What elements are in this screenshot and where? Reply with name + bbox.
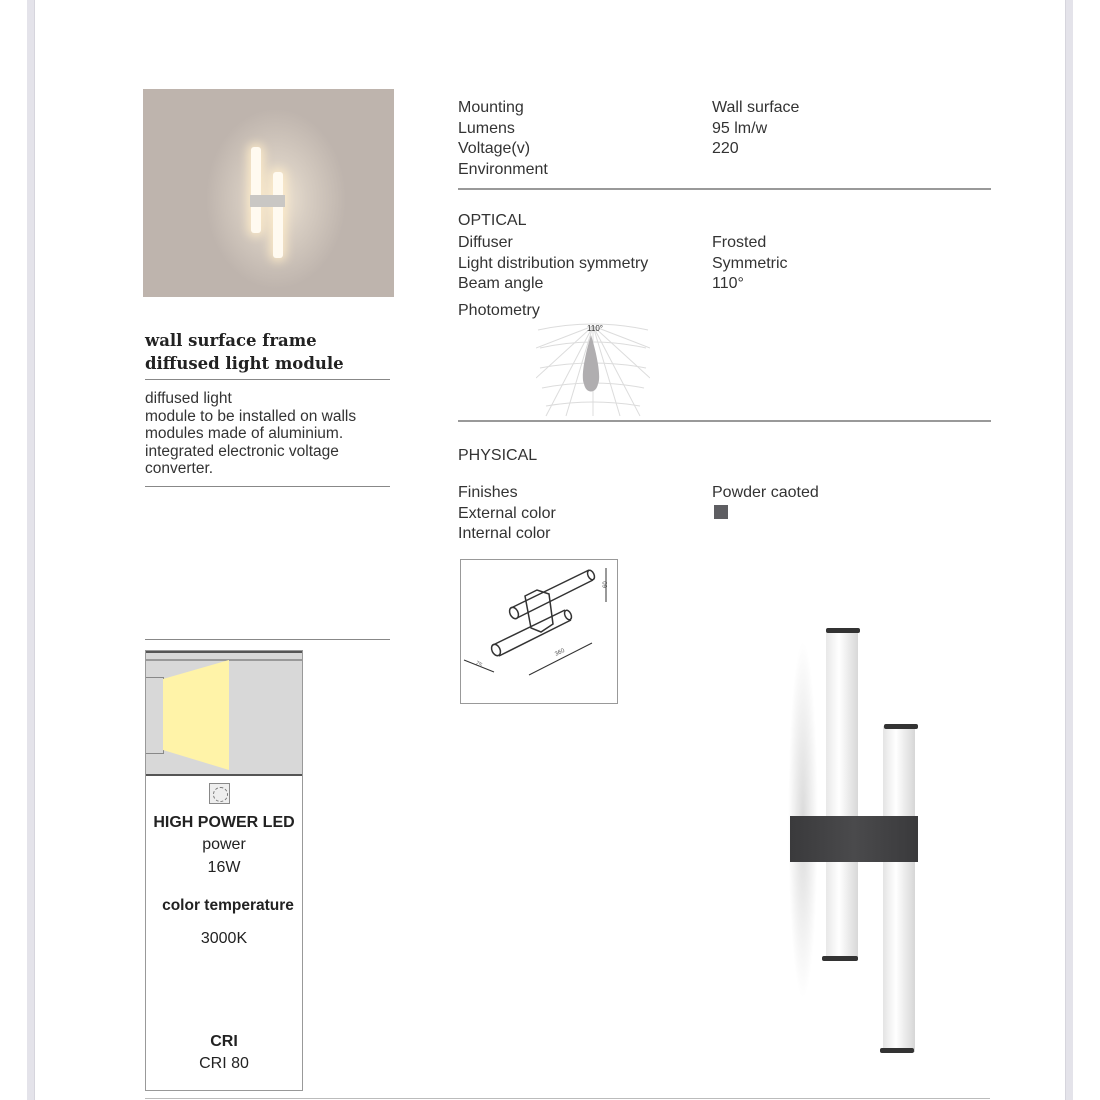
spec-value: Powder caoted xyxy=(712,484,819,501)
divider xyxy=(145,1098,990,1099)
technical-drawing xyxy=(460,559,618,704)
page-right-edge xyxy=(1065,0,1073,1100)
photometry-angle: 110° xyxy=(587,324,603,333)
spec-label: Finishes xyxy=(458,484,518,501)
spec-value: 95 lm/w xyxy=(712,119,768,137)
tube-left xyxy=(251,147,261,233)
led-chip-icon xyxy=(209,783,230,804)
spec-value: 110° xyxy=(712,275,744,292)
power-label: power xyxy=(202,836,246,853)
divider xyxy=(145,486,390,487)
description-line: module to be installed on walls xyxy=(145,407,357,425)
general-specs xyxy=(458,98,991,182)
description-line: integrated electronic voltage xyxy=(145,442,339,460)
spec-label: Internal color xyxy=(458,525,551,542)
description-line: diffused light xyxy=(145,390,232,407)
color-temp-label: color temperature xyxy=(162,897,294,914)
mounting-bracket xyxy=(790,816,918,862)
beam-lobe xyxy=(583,335,599,392)
spec-value: Frosted xyxy=(712,234,767,251)
description-line: modules made of aluminium. xyxy=(145,425,344,443)
room-photo xyxy=(143,89,394,297)
product-description xyxy=(145,390,356,478)
spec-value: Symmetric xyxy=(712,254,788,272)
spec-label: Lumens xyxy=(458,119,515,137)
rod-upper xyxy=(511,570,593,618)
physical-specs xyxy=(458,483,991,545)
power-value: 16W xyxy=(207,859,241,876)
tube-tall xyxy=(826,630,858,960)
spec-label: External color xyxy=(458,504,556,522)
color-temp-value: 3000K xyxy=(200,930,248,947)
light-beam xyxy=(163,660,229,770)
divider xyxy=(145,639,390,640)
dim-depth: 75 xyxy=(474,660,483,670)
dim-length: 360 xyxy=(554,647,566,658)
description-line: converter. xyxy=(145,460,214,478)
cap xyxy=(822,956,858,961)
physical-heading: PHYSICAL xyxy=(458,447,538,464)
bracket-outline xyxy=(525,590,553,632)
divider xyxy=(458,188,991,190)
spec-label: Beam angle xyxy=(458,275,544,292)
divider xyxy=(458,420,991,422)
tube-right xyxy=(273,172,283,258)
product-title xyxy=(145,329,344,375)
optical-heading: OPTICAL xyxy=(458,212,527,229)
photometry-diagram xyxy=(536,318,650,418)
dim-height: 60 xyxy=(603,581,609,588)
spec-label: Environment xyxy=(458,160,548,178)
cri-value: CRI 80 xyxy=(199,1055,249,1072)
product-title-line-2: diffused light module xyxy=(145,354,344,373)
led-type: HIGH POWER LED xyxy=(153,814,295,831)
cap xyxy=(826,628,860,633)
photometry-label: Photometry xyxy=(458,302,540,319)
page-left-edge xyxy=(27,0,35,1100)
product-title-line-1: wall surface frame xyxy=(145,331,317,350)
fixture-profile xyxy=(146,677,164,754)
spec-label: Mounting xyxy=(458,99,524,116)
spec-label: Voltage(v) xyxy=(458,140,531,157)
product-render xyxy=(780,620,940,1060)
divider xyxy=(145,379,390,380)
beam-illustration xyxy=(146,651,302,776)
spec-label: Light distribution symmetry xyxy=(458,254,649,272)
cap xyxy=(880,1048,914,1053)
cri-label: CRI xyxy=(210,1033,238,1050)
bracket xyxy=(250,195,285,207)
spec-value: 220 xyxy=(712,140,739,157)
spec-value: Wall surface xyxy=(712,99,800,116)
cap xyxy=(884,724,918,729)
external-color-swatch xyxy=(714,505,728,519)
optical-specs xyxy=(458,233,991,295)
spec-label: Diffuser xyxy=(458,234,513,251)
tube-short xyxy=(883,726,915,1052)
